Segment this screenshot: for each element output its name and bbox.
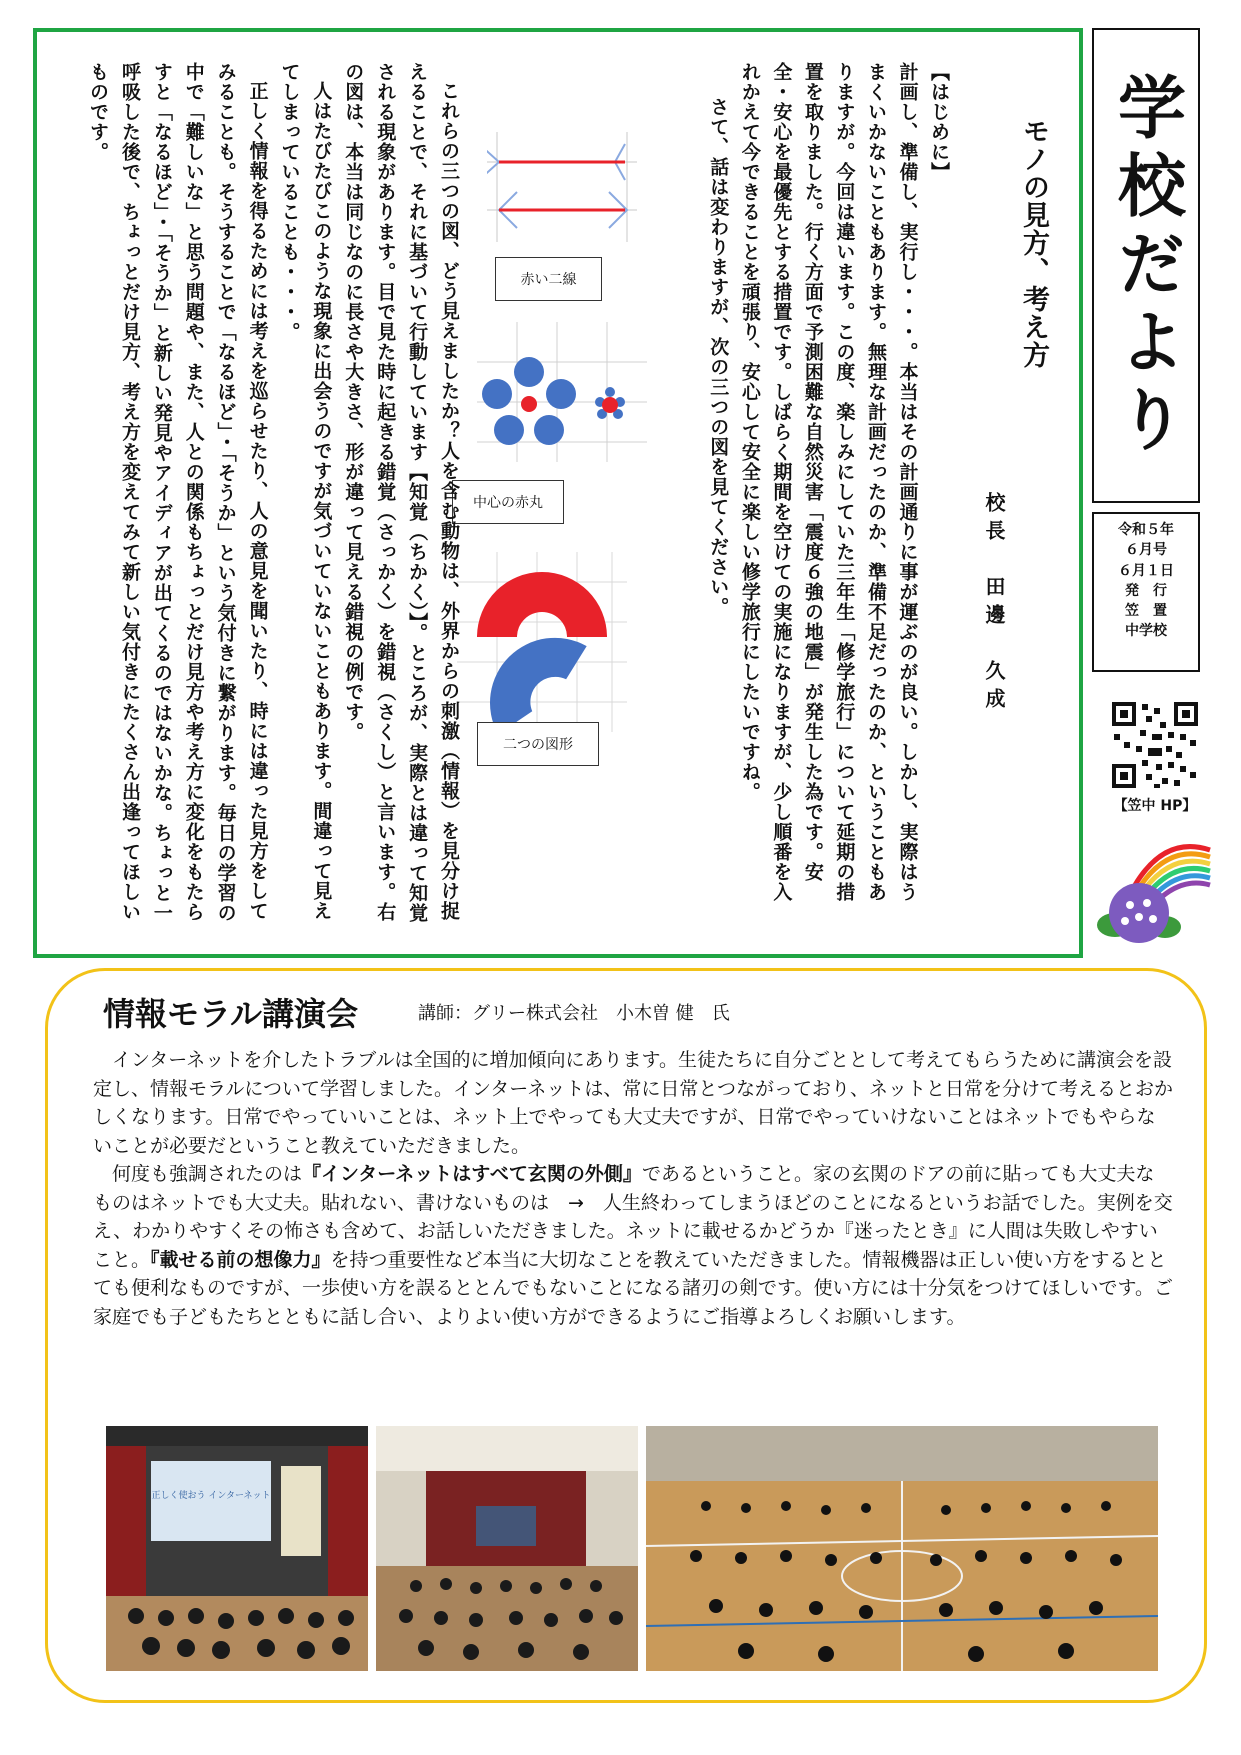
article-frame	[33, 28, 1083, 958]
article-title: モノの見方、考え方	[1018, 117, 1049, 369]
lecture-title: 情報モラル講演会	[103, 995, 359, 1033]
lecture-paragraph	[93, 1160, 1173, 1331]
lecture-emphasis: 『インターネットはすべて玄関の外側』	[302, 1163, 642, 1185]
main-column	[81, 62, 464, 932]
body-paragraph: 人はたびたびこのような現象に出会うのですが気づいていないこともあります。間違って見えてしまっていることも・・・。	[278, 62, 333, 921]
center-circles-illusion-figure	[477, 322, 647, 462]
issue-publish: 発 行	[1125, 582, 1167, 599]
masthead-title: 学校だより	[1106, 71, 1186, 462]
intro-paragraph: 計画し、準備し、実行し・・・。本当はその計画通りに事が運ぶのが良い。しかし、実際はうまくいかないこともあります。無理な計画だったのか、準備不足だったのか、ということもありますが。今回は違います。この度、楽しみにしていた三年生「修学旅行」について延期の措置を取りました。行く方面で予測困難な自然災害「震度６強の地震」が発生した為です。安全・安心を最優先とする措置です。しばらく期間を空けての実施になりますが、少し順番を入れかえて今できることを頑張り、安心して安全に楽しい修学旅行にしたいですね。	[738, 62, 919, 902]
issue-school-1: 笠 置	[1125, 603, 1167, 620]
article-author: 校長 田邊 久成	[982, 492, 1006, 716]
rainbow-hydrangea-illustration	[1095, 825, 1215, 945]
arc-shapes-illusion-figure	[457, 552, 627, 732]
qr-label: 【笠中 HP】	[1113, 798, 1197, 814]
intro-heading: 【はじめに】	[928, 62, 950, 182]
figure-label-two-shapes: 二つの図形	[477, 722, 599, 766]
issue-month: ６月号	[1125, 542, 1167, 559]
masthead	[1092, 28, 1200, 503]
illusion-center-dot-small	[602, 397, 618, 413]
issue-date: ６月１日	[1118, 562, 1174, 579]
intro-paragraph: さて、話は変わりますが、次の三つの図を見てください。	[707, 97, 730, 617]
lecture-text: 何度も強調されたのは	[112, 1163, 303, 1185]
figure-label-red-lines: 赤い二線	[495, 257, 602, 301]
issue-era: 令和５年	[1118, 522, 1174, 538]
lecture-photo-gym-floor	[646, 1426, 1158, 1671]
lecture-photo-hall	[376, 1426, 638, 1671]
body-paragraph: これらの三つの図、どう見えましたか？人を含む動物は、外界からの刺激（情報）を見分け捉えることで、それに基づいて行動しています【知覚（ちかく）】。ところが、実際とは違って知覚される現象があります。目で見た時に起きる錯覚（さっかく）を錯視（さくし）と言います。右の図は、本当は同じなのに長さや大きさ、形が違って見える錯視の例です。	[342, 62, 460, 923]
lecture-body	[93, 1046, 1173, 1331]
body-paragraph: 正しく情報を得るためには考えを巡らせたり、人の意見を聞いたり、時には違った見方をしてみることも。そうすることで「なるほど」・「そうか」という気付きに繋がります。毎日の学習の中で「難しいな」と思う問題や、また、人との関係もちょっとだけ見方や考え方に変化をもたらすと「なるほど」・「そうか」と新しい発見やアイディアが出てくるのではないかな。ちょっと一呼吸した後で、ちょっとだけ見方、考え方を変えてみて新しい気付きにたくさん出逢ってほしいものです。	[87, 62, 269, 923]
slide-text: 正しく使おう インターネット	[151, 1491, 271, 1501]
lecture-lecturer: 講師：グリー株式会社 小木曽 健 氏	[418, 1003, 730, 1024]
lecture-text: を持つ重要性など本当に大切なことを教えていただきました。情報機器は正しい使い方をするととても便利なものですが、一歩使い方を誤るととんでもないことになる諸刃の剣です。使い方には十分気をつけてほしいです。ご家庭でも子どもたちとともに話し合い、よりよい使い方ができるようにご指導よろしくお願いします。	[93, 1248, 1173, 1328]
red-lines-illusion-figure	[487, 132, 637, 242]
illusion-blue-arc	[482, 633, 598, 732]
lecture-photo-stage	[106, 1426, 368, 1671]
qr-code-icon[interactable]	[1110, 700, 1200, 790]
illusion-center-dot-large	[521, 396, 537, 412]
issue-info	[1092, 512, 1200, 672]
lecture-emphasis: 『載せる前の想像力』	[150, 1248, 331, 1271]
figure-label-center-circle: 中心の赤丸	[452, 480, 564, 524]
lecture-paragraph: インターネットを介したトラブルは全国的に増加傾向にあります。生徒たちに自分ごととして考えてもらうために講演会を設定し、情報モラルについて学習しました。インターネットは、常に日常とつながっており、ネットと日常を分けて考えるとおかしくなります。日常でやっていいことは、ネット上でやっても大丈夫ですが、日常でやっていけないことはネットでもやらないことが必要だということ教えていただきました。	[93, 1049, 1173, 1157]
issue-school-2: 中学校	[1125, 623, 1167, 640]
lecture-text: であるということ。家の玄関のドアの前に貼っても大丈夫なものはネットでも大丈夫。貼れない、書けないものは → 人生終わってしまうほどのことになるというお話でした。実例を交え、わかりやすくその怖さも含めて、お話しいただきました。ネットに載せるかどうか『迷ったとき』に人間は失敗しやすいこと。	[93, 1163, 1173, 1271]
intro-column	[702, 62, 954, 902]
lecture-section	[45, 968, 1207, 1703]
